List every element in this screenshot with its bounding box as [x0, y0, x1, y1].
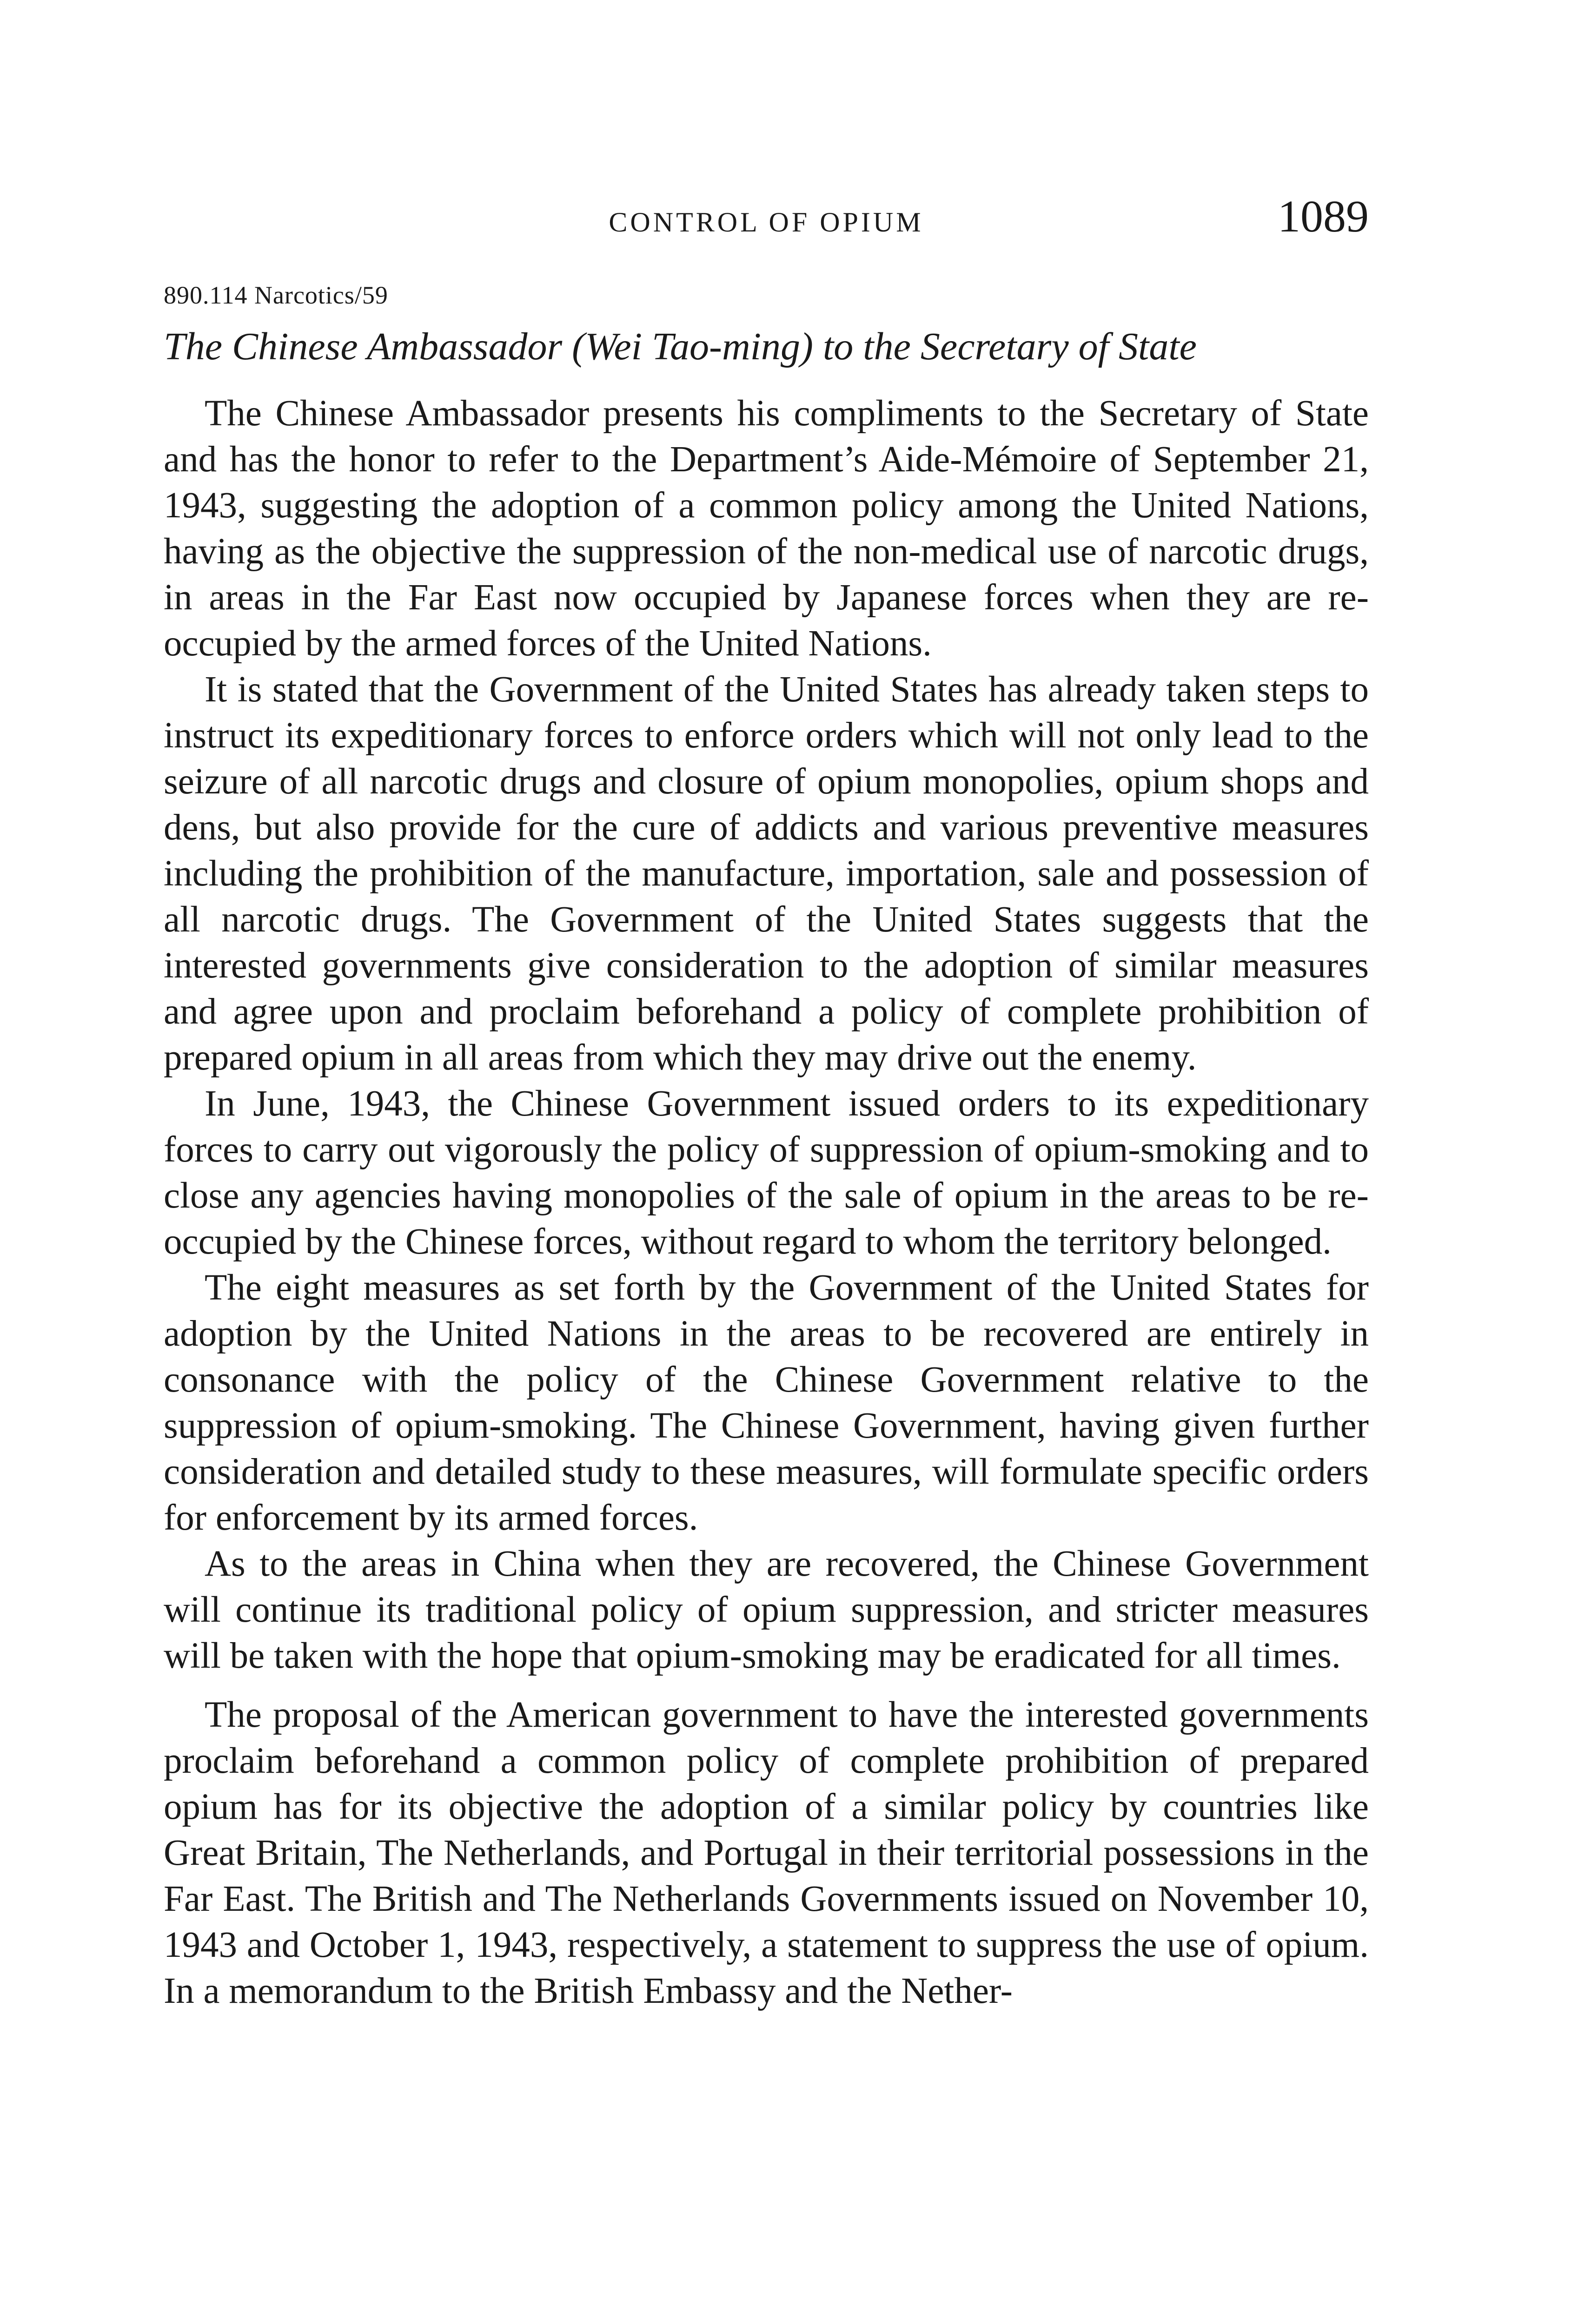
paragraph-5: As to the areas in China when they are recovered, the Chinese Government will continue its traditional policy of opium suppression, and stricter measures will be taken with the hope that opium-smoking may be eradicated for all times. — [164, 1544, 1369, 1676]
document-title: The Chinese Ambassador (Wei Tao-ming) to the Secretary of State — [164, 325, 1197, 368]
page-number: 1089 — [1278, 191, 1369, 242]
paragraph-4: The eight measures as set forth by the Government of the United States for adoption by the United Nations in the areas to be recovered are entirely in consonance with the policy of the Chinese Government relative to the suppression of opium-smoking. The Chinese Government, having given further consideration and detailed study to these measures, will formulate specific orders for enforcement by its armed forces. — [164, 1268, 1369, 1538]
paragraph-2: It is stated that the Government of the United States has already taken steps to instruct its expeditionary forces to enforce orders which will not only lead to the seizure of all narcotic drugs and closure of opium monopolies, opium shops and dens, but also provide for the cure of addicts and various preventive measures including the prohibition of the manufacture, importation, sale and possession of all narcotic drugs. The Government of the United States suggests that the interested governments give consideration to the adoption of similar measures and agree upon and proclaim beforehand a policy of complete prohibition of prepared opium in all areas from which they may drive out the enemy. — [164, 669, 1369, 1078]
paragraph-3: In June, 1943, the Chinese Government issued orders to its expeditionary forces to carry out vigorously the policy of suppression of opium-smoking and to close any agencies having monopolies of the sale of opium in the areas to be re-occupied by the Chinese forces, without regard to whom the territory belonged. — [164, 1083, 1369, 1262]
running-head — [164, 191, 1369, 246]
paragraph-6: The proposal of the American government to have the interested governments proclaim beforehand a common policy of complete prohibition of prepared opium has for its objective the adoption of a similar policy by countries like Great Britain, The Netherlands, and Portugal in their territorial possessions in the Far East. The British and The Netherlands Governments issued on November 10, 1943 and October 1, 1943, respectively, a statement to suppress the use of opium. In a memorandum to the British Embassy and the Nether- — [164, 1695, 1369, 2011]
running-title: CONTROL OF OPIUM — [609, 207, 924, 238]
file-reference: 890.114 Narcotics/59 — [164, 281, 388, 309]
document-body — [164, 390, 1369, 2014]
paragraph-1: The Chinese Ambassador presents his compliments to the Secretary of State and has the honor to refer to the Department’s Aide-Mémoire of September 21, 1943, suggesting the adoption of a common policy among the United Nations, having as the objective the suppression of the non-medical use of narcotic drugs, in areas in the Far East now occupied by Japanese forces when they are re-occupied by the armed forces of the United Nations. — [164, 393, 1369, 664]
